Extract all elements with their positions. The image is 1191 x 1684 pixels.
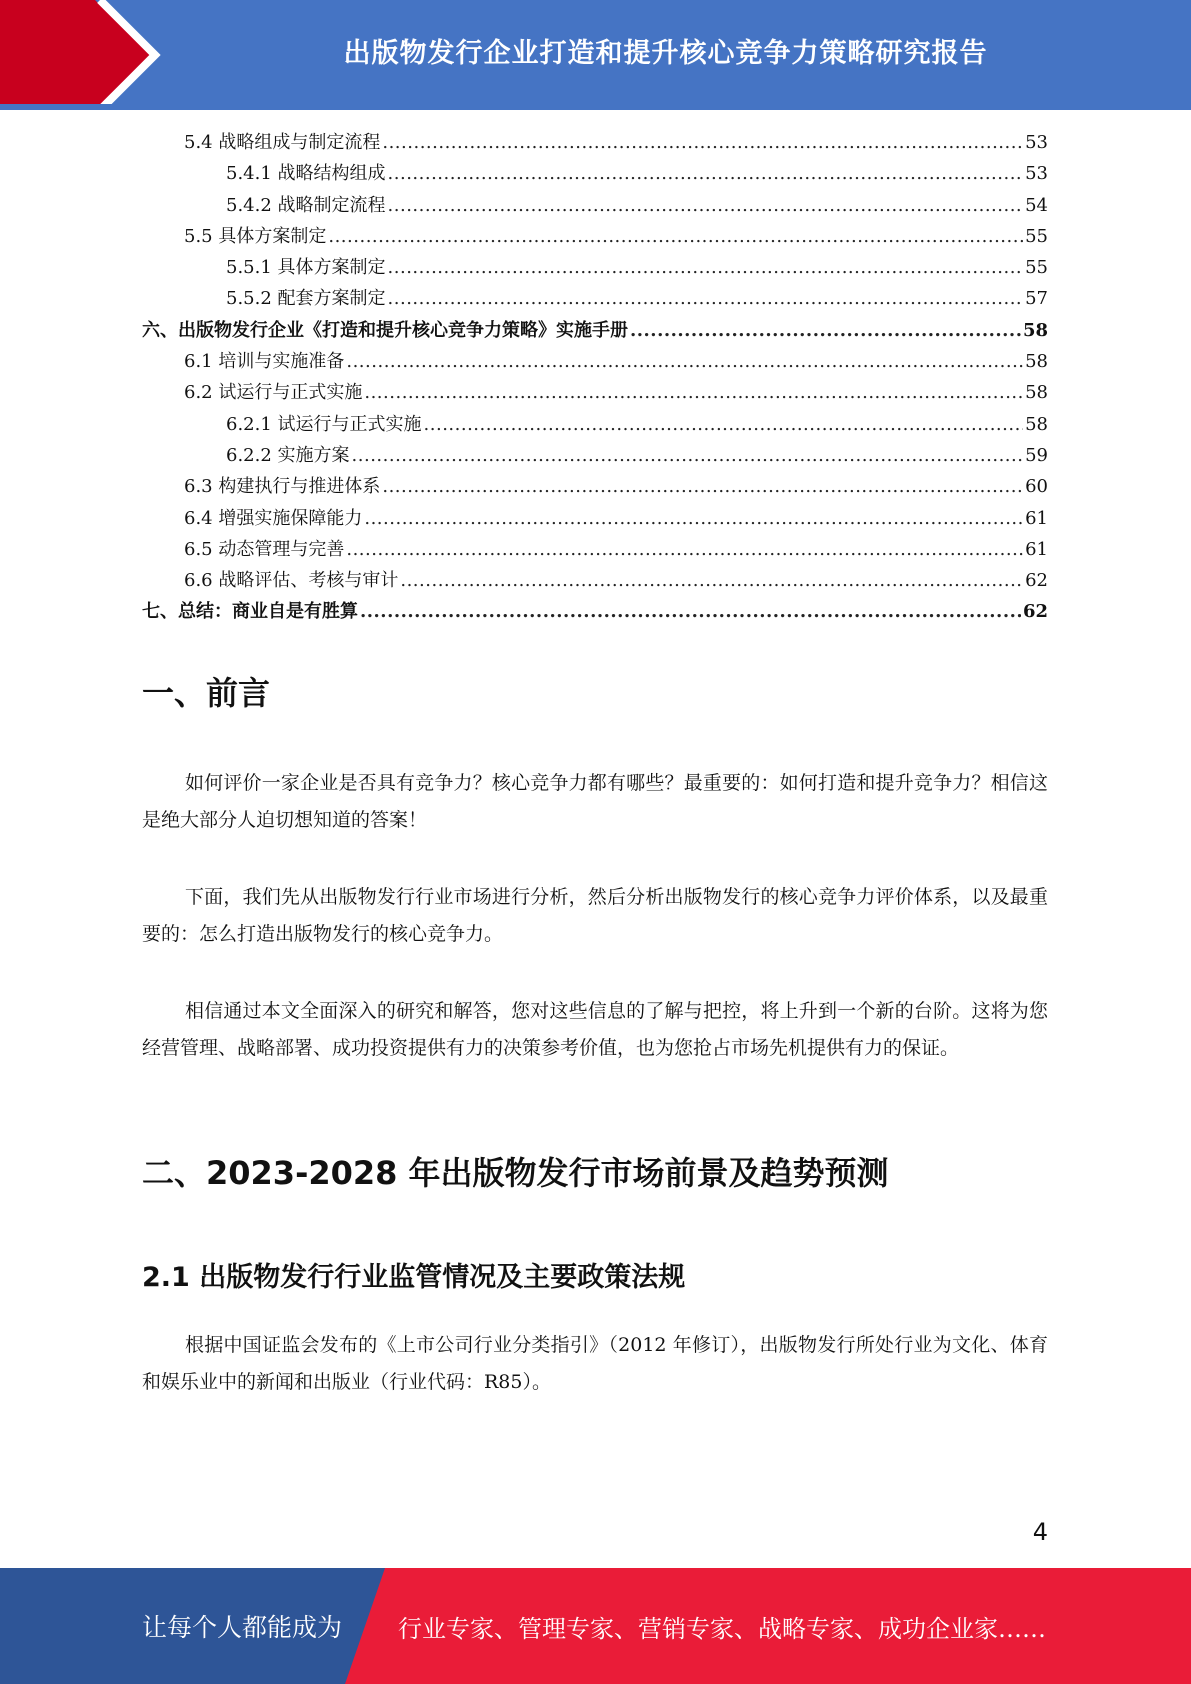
toc-entry-label: 5.5.1 具体方案制定 [226,257,386,279]
toc-leader-dots [388,288,1024,309]
toc-entry[interactable] [142,472,1048,503]
page-footer [0,1568,1191,1684]
toc-entry[interactable] [142,441,1048,472]
toc-leader-dots [346,539,1023,560]
toc-entry-label: 6.6 战略评估、考核与审计 [184,570,399,592]
toc-entry[interactable] [142,284,1048,315]
toc-entry-page: 55 [1025,225,1048,247]
toc-entry-label: 6.5 动态管理与完善 [184,538,345,560]
page-number: 4 [1032,1518,1048,1546]
regulation-paragraph: 根据中国证监会发布的《上市公司行业分类指引》（2012 年修订），出版物发行所处行业为文化、体育和娱乐业中的新闻和出版业（行业代码：R85）。 [142,1334,1048,1393]
toc-leader-dots [328,226,1023,247]
toc-entry[interactable] [142,597,1048,628]
toc-entry-label: 5.5.2 配套方案制定 [226,288,386,310]
toc-entry-page: 53 [1025,163,1048,185]
toc-entry-page: 62 [1025,570,1048,592]
toc-entry[interactable] [142,191,1048,222]
toc-entry-page: 58 [1022,319,1048,341]
preface-paragraph-3: 相信通过本文全面深入的研究和解答，您对这些信息的了解与把控，将上升到一个新的台阶。这将为您经营管理、战略部署、成功投资提供有力的决策参考价值，也为您抢占市场先机提供有力的保证。 [142,1000,1048,1059]
toc-entry-page: 61 [1025,507,1048,529]
toc-entry[interactable] [142,504,1048,535]
toc-entry-page: 59 [1025,444,1048,466]
toc-entry-label: 七、总结：商业自是有胜算 [142,601,358,623]
document-title: 出版物发行企业打造和提升核心竞争力策略研究报告 [343,37,988,69]
toc-entry-page: 61 [1025,538,1048,560]
toc-entry-label: 六、出版物发行企业《打造和提升核心竞争力策略》实施手册 [142,319,628,341]
toc-entry[interactable] [142,410,1048,441]
toc-leader-dots [360,601,1021,622]
toc-leader-dots [388,257,1024,278]
toc-leader-dots [630,320,1021,341]
section-heading-market: 二、2023-2028 年出版物发行市场前景及趋势预测 [142,1154,889,1192]
toc-leader-dots [346,351,1023,372]
table-of-contents [142,128,1048,629]
toc-leader-dots [400,570,1023,591]
toc-entry[interactable] [142,316,1048,347]
toc-entry-page: 60 [1025,476,1048,498]
toc-entry[interactable] [142,535,1048,566]
toc-entry-label: 6.4 增强实施保障能力 [184,507,363,529]
toc-entry-label: 6.2.1 试运行与正式实施 [226,413,422,435]
toc-entry-label: 5.4.2 战略制定流程 [226,194,386,216]
toc-entry-label: 6.2.2 实施方案 [226,444,350,466]
toc-entry[interactable] [142,253,1048,284]
section-heading-preface: 一、前言 [142,674,271,712]
toc-leader-dots [382,476,1023,497]
toc-entry-page: 57 [1025,288,1048,310]
footer-slogan-right: 行业专家、管理专家、营销专家、战略专家、成功企业家…… [398,1614,1046,1643]
toc-leader-dots [388,195,1024,216]
toc-leader-dots [352,445,1024,466]
toc-entry-page: 53 [1025,132,1048,153]
preface-paragraph-2: 下面，我们先从出版物发行行业市场进行分析，然后分析出版物发行的核心竞争力评价体系，以及最重要的：怎么打造出版物发行的核心竞争力。 [142,886,1048,945]
toc-entry-page: 55 [1025,257,1048,279]
toc-leader-dots [388,163,1024,184]
toc-entry[interactable] [142,566,1048,597]
toc-entry-page: 58 [1025,413,1048,435]
toc-entry[interactable] [142,159,1048,190]
toc-leader-dots [364,508,1023,529]
toc-entry[interactable] [142,378,1048,409]
toc-entry-label: 5.4 战略组成与制定流程 [184,132,381,153]
toc-entry-label: 6.2 试运行与正式实施 [184,382,363,404]
toc-entry[interactable] [142,222,1048,253]
toc-entry[interactable] [142,347,1048,378]
toc-entry-page: 58 [1025,351,1048,373]
toc-leader-dots [364,382,1023,403]
toc-entry-label: 6.3 构建执行与推进体系 [184,476,381,498]
page-header [0,0,1191,110]
toc-entry-label: 5.4.1 战略结构组成 [226,163,386,185]
toc-entry-label: 6.1 培训与实施准备 [184,351,345,373]
toc-entry-page: 54 [1025,194,1048,216]
toc-entry-page: 58 [1025,382,1048,404]
toc-leader-dots [382,132,1023,153]
toc-entry-label: 5.5 具体方案制定 [184,225,327,247]
footer-slogan-left: 让每个人都能成为 [142,1613,343,1642]
subsection-heading-regulation: 2.1 出版物发行行业监管情况及主要政策法规 [142,1262,686,1293]
toc-entry-page: 62 [1022,601,1048,623]
toc-leader-dots [424,414,1024,435]
toc-entry[interactable] [142,128,1048,159]
preface-paragraph-1: 如何评价一家企业是否具有竞争力？核心竞争力都有哪些？最重要的：如何打造和提升竞争力？相信这是绝大部分人迫切想知道的答案！ [142,772,1048,831]
